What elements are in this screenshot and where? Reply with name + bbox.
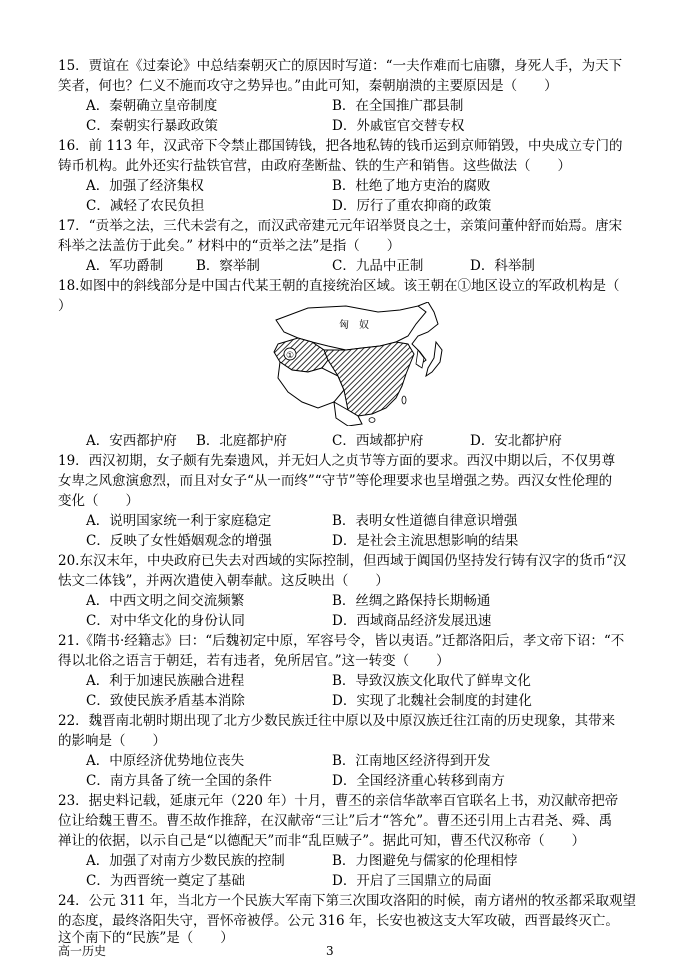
footer-subject: 高一历史 bbox=[58, 944, 107, 958]
dynasty-territory-map bbox=[268, 302, 446, 426]
q22-stem-line2: 的影响是（ ） bbox=[58, 733, 166, 749]
q19-option-c: C．反映了女性婚姻观念的增强 bbox=[86, 533, 272, 549]
q24-stem-line1: 24．公元 311 年，当北方一个民族大军南下第三次围攻洛阳的时候，南方诸州的牧丞都采取观望 bbox=[58, 893, 637, 909]
q16-option-d: D．厉行了重农抑商的政策 bbox=[332, 198, 492, 214]
q20-stem-line2: 怯文二体钱”，并两次遣使入朝奉献。这反映出（ ） bbox=[58, 573, 389, 589]
q20-option-a: A．中西文明之间交流频繁 bbox=[86, 593, 245, 609]
q19-stem-line1: 19．西汉初期，女子颇有先秦遗风，并无妇人之贞节等方面的要求。西汉中期以后，不仅男尊 bbox=[58, 453, 616, 469]
q19-stem-line2: 女卑之风愈演愈烈，而且对女子“从一而终”“守节”等伦理要求也呈增强之势。西汉女性伦理的 bbox=[58, 473, 613, 489]
q23-option-c: C．为西晋统一奠定了基础 bbox=[86, 873, 245, 889]
q24-stem-line3: 这个南下的“民族”是（ ） bbox=[58, 930, 234, 946]
q16-option-c: C．减轻了农民负担 bbox=[86, 198, 205, 214]
q17-stem-line2: 科举之法盖仿于此矣。” 材料中的“贡举之法”是指（ ） bbox=[58, 238, 401, 254]
q15-stem-line1: 15．贾谊在《过秦论》中总结秦朝灭亡的原因时写道：“一夫作难而七庙隳，身死人手，为天下 bbox=[58, 58, 623, 74]
q21-option-a: A．利于加速民族融合进程 bbox=[86, 673, 245, 689]
q16-option-b: B．杜绝了地方吏治的腐败 bbox=[332, 178, 491, 194]
q23-option-a: A．加强了对南方少数民族的控制 bbox=[86, 853, 285, 869]
q22-option-c: C．南方具备了统一全国的条件 bbox=[86, 773, 272, 789]
q15-option-c: C．秦朝实行暴政政策 bbox=[86, 118, 218, 134]
q20-option-c: C．对中华文化的身份认同 bbox=[86, 613, 245, 629]
q17-option-b: B．察举制 bbox=[196, 258, 260, 274]
q21-option-b: B．导致汉族文化取代了鲜卑文化 bbox=[332, 673, 531, 689]
map-label-xiongnu: 匈 奴 bbox=[339, 320, 369, 331]
q22-stem-line1: 22．魏晋南北朝时期出现了北方少数民族迁往中原以及中原汉族迁往江南的历史现象，其带来 bbox=[58, 713, 616, 729]
q16-stem-line1: 16．前 113 年，汉武帝下令禁止郡国铸钱，把各地私铸的钱币运到京师销毁，中央成立专门的 bbox=[58, 138, 623, 154]
q23-option-d: D．开启了三国鼎立的局面 bbox=[332, 873, 492, 889]
q15-option-a: A．秦朝确立皇帝制度 bbox=[86, 98, 218, 114]
q19-option-b: B．表明女性道德自律意识增强 bbox=[332, 513, 518, 529]
q19-option-a: A．说明国家统一利于家庭稳定 bbox=[86, 513, 272, 529]
q15-option-b: B．在全国推广郡县制 bbox=[332, 98, 464, 114]
q21-stem-line2: 得以北俗之语言于朝廷，若有违者，免所居官。”这一转变（ ） bbox=[58, 653, 450, 669]
taiwan-island bbox=[402, 396, 406, 404]
q17-option-d: D．科举制 bbox=[470, 258, 535, 274]
q21-stem-line1: 21.《隋书·经籍志》曰：“后魏初定中原，军容号令，皆以夷语。”迁都洛阳后，孝文帝下诏：“不 bbox=[58, 633, 625, 649]
hainan-island bbox=[369, 418, 375, 423]
q16-stem-line2: 铸币机构。此外还实行盐铁官营，由政府垄断盐、铁的生产和销售。这些做法（ ） bbox=[58, 158, 571, 174]
q22-option-a: A．中原经济优势地位丧失 bbox=[86, 753, 245, 769]
q20-option-d: D．西域商品经济发展迅速 bbox=[332, 613, 492, 629]
q19-stem-line3: 变化（ ） bbox=[58, 493, 139, 509]
q15-stem-line2: 笑者，何也？仁义不施而攻守之势异也。”由此可知，秦朝崩溃的主要原因是（ ） bbox=[58, 78, 558, 94]
q20-stem-line1: 20.东汉末年，中央政府已失去对西域的实际控制，但西域于阗国仍坚持发行铸有汉字的货币“汉 bbox=[58, 553, 627, 569]
q19-option-d: D．是社会主流思想影响的结果 bbox=[332, 533, 519, 549]
q23-stem-line3: 禅让的依据，以示自己是“以德配天”而非“乱臣贼子”。据此可知，曹丕代汉称帝（ ） bbox=[58, 833, 586, 849]
q18-stem-line2: ） bbox=[58, 298, 72, 314]
q17-option-c: C．九品中正制 bbox=[332, 258, 424, 274]
q17-stem-line1: 17．“贡举之法，三代未尝有之，而汉武帝建元元年诏举贤良之士，亲策问董仲舒而始焉。唐宋 bbox=[58, 218, 623, 234]
q18-stem-line1: 18.如图中的斜线部分是中国古代某王朝的直接统治区域。该王朝在①地区设立的军政机构是（ bbox=[58, 278, 620, 294]
q21-option-c: C．致使民族矛盾基本消除 bbox=[86, 693, 245, 709]
q21-option-d: D．实现了北魏社会制度的封建化 bbox=[332, 693, 532, 709]
q18-option-d: D．安北都护府 bbox=[470, 433, 562, 449]
q15-option-d: D．外戚宦官交替专权 bbox=[332, 118, 465, 134]
q22-option-b: B．江南地区经济得到开发 bbox=[332, 753, 491, 769]
q24-stem-line2: 的态度，最终洛阳失守，晋怀帝被俘。公元 316 年，长安也被这支大军攻破，西晋最终灭亡。 bbox=[58, 913, 619, 929]
q18-option-c: C．西域都护府 bbox=[332, 433, 424, 449]
q20-option-b: B．丝绸之路保持长期畅通 bbox=[332, 593, 491, 609]
q23-option-b: B．力图避免与儒家的伦理相悖 bbox=[332, 853, 518, 869]
footer-page-number: 3 bbox=[326, 944, 334, 958]
q22-option-d: D．全国经济重心转移到南方 bbox=[332, 773, 505, 789]
q18-option-b: B．北庭都护府 bbox=[196, 433, 287, 449]
q23-stem-line2: 位让给魏王曹丕。曹丕故作推辞，在汉献帝“三让”后才“答允”。曹丕还引用上古君尧、舜、禹 bbox=[58, 813, 613, 829]
q18-option-a: A．安西都护府 bbox=[86, 433, 177, 449]
q17-option-a: A．军功爵制 bbox=[86, 258, 164, 274]
q16-option-a: A．加强了经济集权 bbox=[86, 178, 204, 194]
map-label-1: ① bbox=[285, 351, 295, 361]
q23-stem-line1: 23．据史料记载，延康元年（220 年）十月，曹丕的亲信华歆率百官联名上书，劝汉献帝把帝 bbox=[58, 793, 619, 809]
